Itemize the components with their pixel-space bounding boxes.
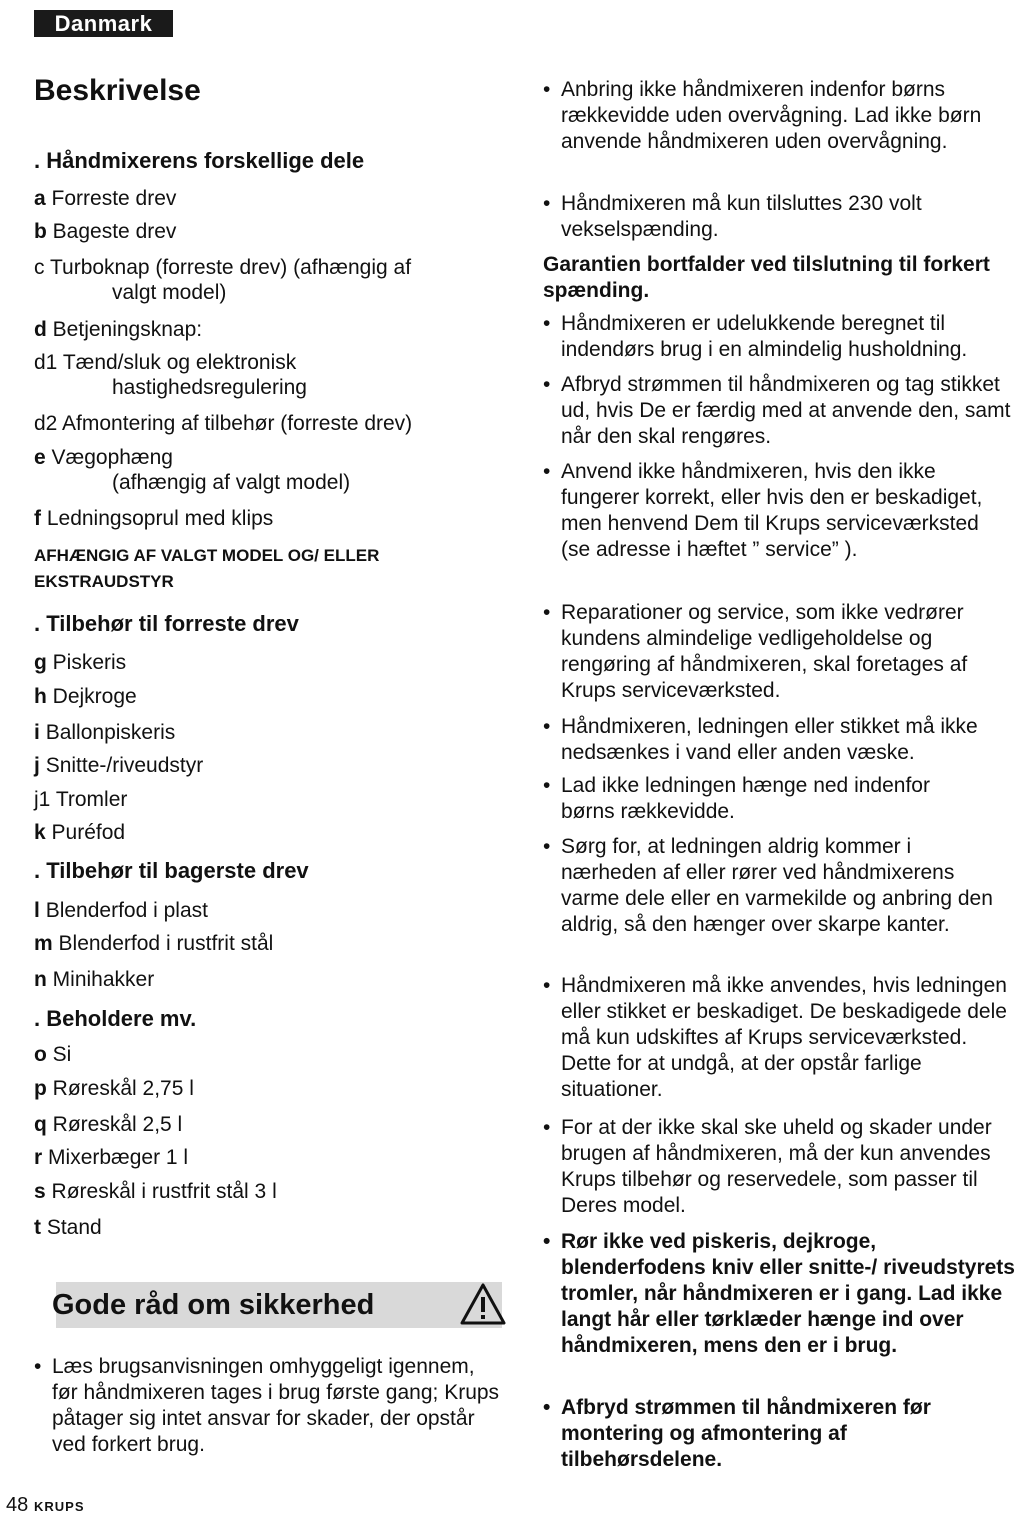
brand-logo: KRUPS <box>34 1499 85 1514</box>
list-item: • Håndmixeren må kun tilsluttes 230 volt vekselspænding. <box>543 191 999 243</box>
list-item: o Si <box>34 1043 72 1066</box>
list-item: m Blenderfod i rustfrit stål <box>34 932 274 955</box>
section-heading-rear: . Tilbehør til bagerste drev <box>34 858 309 883</box>
list-item: g Piskeris <box>34 651 127 674</box>
warranty-note: Garantien bortfalder ved tilslutning til forkert spænding. <box>543 253 990 302</box>
list-item: • Håndmixeren, ledningen eller stikket må ikke nedsænkes i vand eller anden væske. <box>543 714 1017 766</box>
page-title: Beskrivelse <box>34 74 201 107</box>
list-item: • Anbring ikke håndmixeren indenfor børns rækkevidde uden overvågning. Lad ikke børn anvende håndmixeren uden overvågning. <box>543 77 999 155</box>
list-item: • Sørg for, at ledningen aldrig kommer i nærheden af eller rører ved håndmixerens varme dele eller en varmekilde og anbring den aldrig, så den hænger over skarpe kanter. <box>543 834 993 938</box>
section-heading-parts: . Håndmixerens forskellige dele <box>34 148 365 173</box>
list-item: d Betjeningsknap: <box>34 318 203 341</box>
list-item: • Læs brugsanvisningen omhyggeligt igennem, før håndmixeren tages i brug første gang; Krups påtager sig intet ansvar for skader, der opstår ved forkert brug. <box>34 1354 502 1458</box>
list-item: • Afbryd strømmen til håndmixeren og tag stikket ud, hvis De er færdig med at anvende den, samt når den skal rengøres. <box>543 372 1015 450</box>
list-item: • Håndmixeren er udelukkende beregnet til indendørs brug i en almindelig husholdning. <box>543 311 1013 363</box>
list-item: j Snitte-/riveudstyr <box>34 754 204 777</box>
list-item: • Reparationer og service, som ikke vedrører kundens almindelige vedligeholdelse og rengøring af håndmixeren, skal foretages af Krups serviceværksted. <box>543 600 1013 704</box>
list-item: p Røreskål 2,75 l <box>34 1077 194 1100</box>
list-item: i Ballonpiskeris <box>34 721 176 744</box>
list-item: j1 Tromler <box>34 788 128 811</box>
list-item: s Røreskål i rustfrit stål 3 l <box>34 1180 277 1203</box>
list-item: f Ledningsoprul med klips <box>34 507 274 530</box>
safety-heading: Gode råd om sikkerhed <box>52 1289 375 1321</box>
section-heading-containers: . Beholdere mv. <box>34 1006 197 1031</box>
list-item: d2 Afmontering af tilbehør (forreste drev) <box>34 412 413 435</box>
list-item: t Stand <box>34 1216 102 1239</box>
list-item: d1 Tænd/sluk og elektronisk hastighedsregulering <box>34 351 307 399</box>
list-item: a Forreste drev <box>34 187 177 210</box>
list-item: k Puréfod <box>34 821 126 844</box>
list-item: • Anvend ikke håndmixeren, hvis den ikke fungerer korrekt, eller hvis den er beskadiget, men henvend Dem til Krups serviceværksted (se adresse i hæftet ” service” ). <box>543 459 983 563</box>
list-item: b Bageste drev <box>34 220 177 243</box>
list-item: q Røreskål 2,5 l <box>34 1113 183 1136</box>
page-number: 48 <box>6 1494 29 1516</box>
list-item: e Vægophæng (afhængig af valgt model) <box>34 446 351 494</box>
list-item: n Minihakker <box>34 968 155 991</box>
language-tab: Danmark <box>34 10 173 37</box>
warning-triangle-icon <box>460 1282 506 1326</box>
model-note: AFHÆNGIG AF VALGT MODEL OG/ ELLER EKSTRAUDSTYR <box>34 546 380 591</box>
list-item: • Håndmixeren må ikke anvendes, hvis ledningen eller stikket er beskadiget. De beskadigede dele må kun udskiftes af Krups serviceværksted. Dette for at undgå, at der opstår farlige situationer. <box>543 973 1009 1103</box>
list-item: • For at der ikke skal ske uheld og skader under brugen af håndmixeren, må der kun anvendes Krups tilbehør og reservedele, som passer til Deres model. <box>543 1115 1017 1219</box>
list-item: c Turboknap (forreste drev) (afhængig af valgt model) <box>34 256 412 304</box>
list-item: h Dejkroge <box>34 685 137 708</box>
list-item: r Mixerbæger 1 l <box>34 1146 189 1169</box>
list-item: • Afbryd strømmen til håndmixeren før montering og afmontering af tilbehørsdelene. <box>543 1395 993 1473</box>
list-item: • Rør ikke ved piskeris, dejkroge, blenderfodens kniv eller snitte-/ riveudstyrets tromler, når håndmixeren er i gang. Lad ikke langt hår eller tørklæder hænge ind over håndmixeren, mens den er i brug. <box>543 1229 1017 1359</box>
list-item: • Lad ikke ledningen hænge ned indenfor børns rækkevidde. <box>543 773 983 825</box>
section-heading-front: . Tilbehør til forreste drev <box>34 611 299 636</box>
list-item: l Blenderfod i plast <box>34 899 208 922</box>
